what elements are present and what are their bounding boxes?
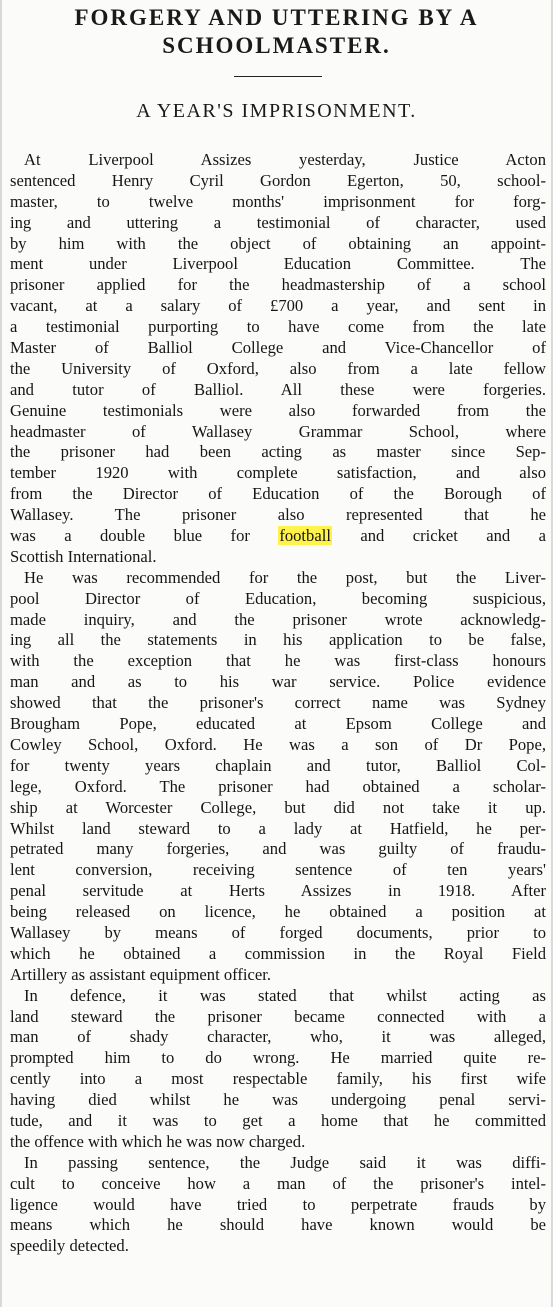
article-line: which he obtained a commission in the Royal Field	[10, 943, 546, 963]
article-line: Brougham Pope, educated at Epsom College and	[10, 714, 546, 734]
article-line: master, to twelve months' imprisonment for forg-	[10, 191, 546, 211]
article-line: cently into a most respectable family, his first wife	[10, 1069, 546, 1089]
article-line: the University of Oxford, also from a late fellow	[10, 358, 546, 378]
article-line: prompted him to do wrong. He married quite re-	[10, 1048, 546, 1068]
article-line: ligence would have tried to perpetrate frauds by	[10, 1194, 546, 1214]
article-line: ment under Liverpool Education Committee. The	[10, 254, 546, 274]
article-line: for twenty years chaplain and tutor, Balliol Col-	[10, 755, 546, 775]
article-line: In defence, it was stated that whilst acting as	[24, 985, 546, 1005]
article-body	[10, 150, 546, 1257]
article-line: ship at Worcester College, but did not take it up.	[10, 797, 546, 817]
article-line: from the Director of Education of the Borough of	[10, 484, 546, 504]
article-line: Genuine testimonials were also forwarded from the	[10, 400, 546, 420]
article-line: Whilst land steward to a lady at Hatfield, he per-	[10, 818, 546, 838]
article-line: made inquiry, and the prisoner wrote acknowledg-	[10, 609, 546, 629]
article-line: prisoner applied for the headmastership of a school	[10, 275, 546, 295]
article-line: petrated many forgeries, and was guilty of fraudu-	[10, 839, 546, 859]
article-line: vacant, at a salary of £700 a year, and sent in	[10, 296, 546, 316]
subheading: A YEAR'S IMPRISONMENT.	[136, 100, 417, 122]
article-line: with the exception that he was first-class honours	[10, 651, 546, 671]
article-line: Scottish International.	[10, 546, 157, 566]
article-line: ing all the statements in his application to be false,	[10, 630, 546, 650]
article-line: a testimonial purporting to have come from the late	[10, 317, 546, 337]
article-line: tember 1920 with complete satisfaction, and also	[10, 463, 546, 483]
article-line: means which he should have known would be	[10, 1215, 546, 1235]
article-line: Artillery as assistant equipment officer.	[10, 964, 271, 984]
article-line: the offence with which he was now charged.	[10, 1131, 306, 1151]
article-line: being released on licence, he obtained a position at	[10, 902, 546, 922]
article-line: Cowley School, Oxford. He was a son of Dr Pope,	[10, 734, 546, 754]
article-line: He was recommended for the post, but the Liver-	[24, 567, 546, 587]
article-line: man and as to his war service. Police evidence	[10, 672, 546, 692]
article-line: At Liverpool Assizes yesterday, Justice Acton	[24, 150, 546, 169]
article-line: lent conversion, receiving sentence of ten years'	[10, 860, 546, 880]
article-line: and tutor of Balliol. All these were forgeries.	[10, 379, 546, 399]
article-line: penal servitude at Herts Assizes in 1918. After	[10, 881, 546, 901]
headline-line-2: SCHOOLMASTER.	[162, 33, 391, 58]
article-line: having died whilst he was undergoing penal servi-	[10, 1090, 546, 1110]
article-line: by him with the object of obtaining an appoint-	[10, 233, 546, 253]
article-line: lege, Oxford. The prisoner had obtained a scholar-	[10, 776, 546, 796]
article-line: the prisoner had been acting as master since Sep-	[10, 442, 546, 462]
article-line: speedily detected.	[10, 1236, 129, 1256]
highlighted-word: football	[279, 526, 331, 546]
article-line: Master of Balliol College and Vice-Chancellor of	[10, 338, 546, 358]
article-line: pool Director of Education, becoming suspicious,	[10, 588, 546, 608]
article-line: was a double blue for football and cricket and a	[10, 526, 546, 546]
article-line: Wallasey. The prisoner also represented that he	[10, 505, 546, 525]
article-line: sentenced Henry Cyril Gordon Egerton, 50, school-	[10, 170, 546, 190]
article-line: land steward the prisoner became connected with a	[10, 1006, 546, 1026]
headline-divider	[234, 76, 322, 77]
headline-line-1: FORGERY AND UTTERING BY A	[74, 5, 479, 30]
article-line: headmaster of Wallasey Grammar School, where	[10, 421, 546, 441]
article-line: Wallasey by means of forged documents, prior to	[10, 922, 546, 942]
article-line: ing and uttering a testimonial of character, used	[10, 212, 546, 232]
article-line: cult to conceive how a man of the prisoner's intel-	[10, 1173, 546, 1193]
article-line: man of shady character, who, it was alleged,	[10, 1027, 546, 1047]
article-line: showed that the prisoner's correct name was Sydney	[10, 693, 546, 713]
article-line: tude, and it was to get a home that he committed	[10, 1110, 546, 1130]
article-line: In passing sentence, the Judge said it was diffi-	[24, 1152, 546, 1172]
